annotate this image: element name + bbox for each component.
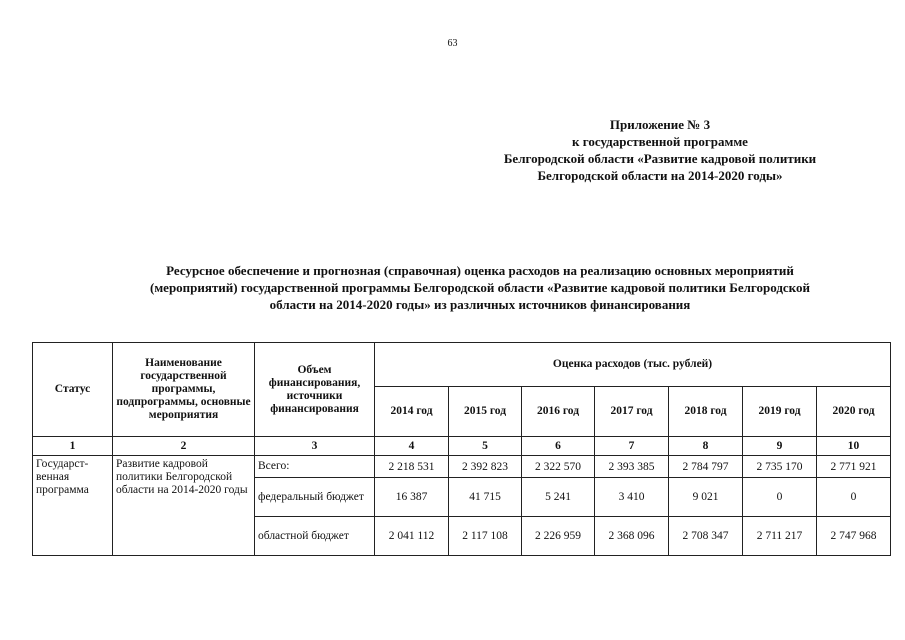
header-year: 2017 год — [595, 387, 669, 437]
column-number: 4 — [375, 437, 449, 456]
page-number: 63 — [447, 38, 458, 49]
value-cell: 5 241 — [522, 478, 595, 517]
header-estimate: Оценка расходов (тыс. рублей) — [375, 343, 891, 387]
header-status: Статус — [33, 343, 113, 437]
column-number: 5 — [449, 437, 522, 456]
appendix-line: к государственной программе — [572, 134, 748, 149]
value-cell: 3 410 — [595, 478, 669, 517]
table-row — [33, 456, 891, 478]
column-number: 2 — [113, 437, 255, 456]
budget-table — [32, 342, 891, 556]
value-cell: 16 387 — [375, 478, 449, 517]
value-cell: 2 747 968 — [817, 517, 891, 556]
value-cell: 2 368 096 — [595, 517, 669, 556]
value-cell: 2 771 921 — [817, 456, 891, 478]
column-number: 3 — [255, 437, 375, 456]
header-name: Наименование государственной программы, подпрограммы, основные мероприятия — [113, 343, 255, 437]
value-cell: 2 708 347 — [669, 517, 743, 556]
status-cell: Государст-венная программа — [33, 456, 113, 556]
title-line: области на 2014-2020 годы» из различных источников финансирования — [269, 297, 691, 312]
value-cell: 2 226 959 — [522, 517, 595, 556]
funding-source-cell: федеральный бюджет — [255, 478, 375, 517]
program-name-cell: Развитие кадровой политики Белгородской области на 2014-2020 годы — [113, 456, 255, 556]
funding-source-cell: областной бюджет — [255, 517, 375, 556]
value-cell: 2 218 531 — [375, 456, 449, 478]
appendix-line: Белгородской области «Развитие кадровой политики — [503, 151, 817, 166]
header-year: 2020 год — [817, 387, 891, 437]
title-line: Ресурсное обеспечение и прогнозная (справочная) оценка расходов на реализацию основных мероприятий — [166, 263, 794, 278]
column-number: 6 — [522, 437, 595, 456]
value-cell: 0 — [743, 478, 817, 517]
column-number: 1 — [33, 437, 113, 456]
value-cell: 9 021 — [669, 478, 743, 517]
column-number: 9 — [743, 437, 817, 456]
value-cell: 2 322 570 — [522, 456, 595, 478]
value-cell: 0 — [817, 478, 891, 517]
appendix-heading — [470, 116, 850, 184]
header-year: 2014 год — [375, 387, 449, 437]
value-cell: 2 735 170 — [743, 456, 817, 478]
header-year: 2018 год — [669, 387, 743, 437]
title-line: (мероприятий) государственной программы Белгородской области «Развитие кадровой политики Белгородской — [149, 280, 810, 295]
value-cell: 2 117 108 — [449, 517, 522, 556]
value-cell: 2 711 217 — [743, 517, 817, 556]
header-year: 2015 год — [449, 387, 522, 437]
document-title — [80, 262, 880, 313]
value-cell: 2 784 797 — [669, 456, 743, 478]
header-year: 2016 год — [522, 387, 595, 437]
column-number-row — [33, 437, 891, 456]
header-volume: Объем финансирования, источники финансирования — [255, 343, 375, 437]
column-number: 10 — [817, 437, 891, 456]
appendix-line: Приложение № 3 — [609, 117, 711, 132]
appendix-line: Белгородской области на 2014-2020 годы» — [537, 168, 783, 183]
column-number: 8 — [669, 437, 743, 456]
header-year: 2019 год — [743, 387, 817, 437]
value-cell: 2 392 823 — [449, 456, 522, 478]
column-number: 7 — [595, 437, 669, 456]
value-cell: 2 041 112 — [375, 517, 449, 556]
value-cell: 41 715 — [449, 478, 522, 517]
funding-source-cell: Всего: — [255, 456, 375, 478]
value-cell: 2 393 385 — [595, 456, 669, 478]
